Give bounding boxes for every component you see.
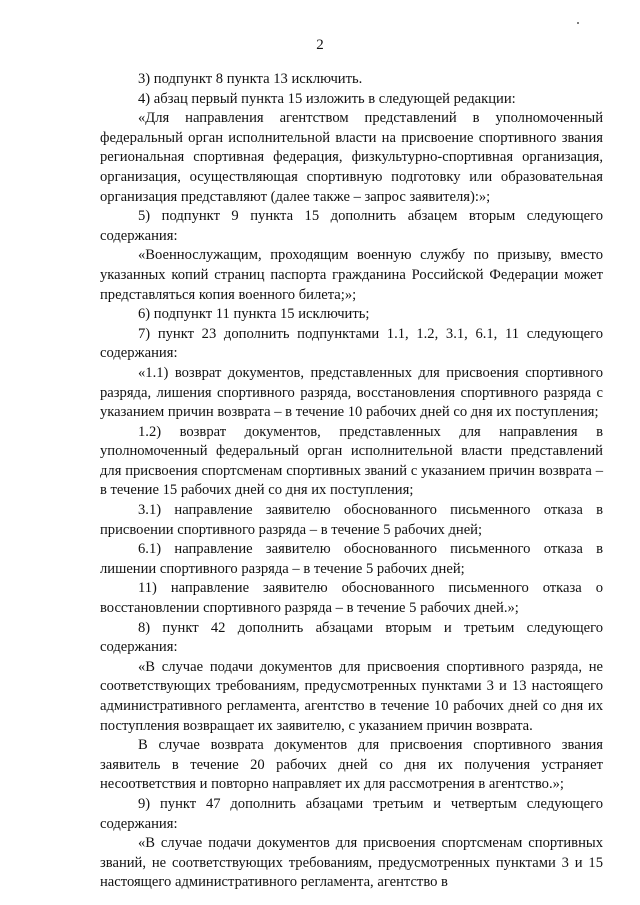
paragraph-9: 1.2) возврат документов, представленных для направления в уполномоченный федеральный орган исполнительной власти представлений для присвоения спортсменам спортивных званий с указанием причин возврата – в течение 15 рабочих дней со дня их поступления;: [100, 423, 603, 499]
paragraph-17: «В случае подачи документов для присвоения спортсменам спортивных званий, не соответствующих требованиям, предусмотренных пунктами 3 и 15 настоящего административного регламента, агентство в: [100, 835, 603, 891]
paragraph-7: 7) пункт 23 дополнить подпунктами 1.1, 1.2, 3.1, 6.1, 11 следующего содержания:: [100, 325, 603, 362]
paragraph-5: «Военнослужащим, проходящим военную службу по призыву, вместо указанных копий страниц паспорта гражданина Российской Федерации может представляться копия военного билета;»;: [100, 247, 603, 303]
page-number: 2: [316, 37, 324, 53]
paragraph-13: 8) пункт 42 дополнить абзацами вторым и третьим следующего содержания:: [100, 619, 603, 656]
paragraph-14: «В случае подачи документов для присвоения спортивного разряда, не соответствующих требованиям, предусмотренных пунктами 3 и 13 настоящего административного регламента, агентство в течение 10 рабочих дней со дня их поступления возвращает их заявителю, с указанием причин возврата.: [100, 658, 603, 734]
paragraph-3: «Для направления агентством представлений в уполномоченный федеральный орган исполнительной власти на присвоение спортивного звания региональная спортивная федерация, физкультурно-спортивная организация, организация, осуществляющая спортивную подготовку или образовательная организация представляют (далее также – запрос заявителя):»;: [100, 110, 603, 205]
paragraph-8: «1.1) возврат документов, представленных для присвоения спортивного разряда, лишения спортивного разряда, восстановления спортивного разряда с указанием причин возврата – в течение 10 рабочих дней со дня их поступления;: [100, 364, 603, 421]
paragraph-6: 6) подпункт 11 пункта 15 исключить;: [138, 306, 370, 323]
paragraph-16: 9) пункт 47 дополнить абзацами третьим и четвертым следующего содержания:: [100, 795, 603, 832]
paragraph-1: 3) подпункт 8 пункта 13 исключить.: [138, 71, 363, 87]
document-body: [100, 70, 603, 893]
paragraph-10: 3.1) направление заявителю обоснованного письменного отказа в присвоении спортивного разряда – в течение 5 рабочих дней;: [100, 502, 603, 538]
paragraph-2: 4) абзац первый пункта 15 изложить в следующей редакции:: [138, 90, 516, 107]
paragraph-4: 5) подпункт 9 пункта 15 дополнить абзацем вторым следующего содержания:: [100, 208, 603, 244]
paragraph-11: 6.1) направление заявителю обоснованного письменного отказа в лишении спортивного разряда – в течение 5 рабочих дней;: [100, 541, 603, 577]
paragraph-15: В случае возврата документов для присвоения спортивного звания заявитель в течение 20 рабочих дней со дня их получения устраняет несоответствия и повторно направляет их для рассмотрения в агентство.»;: [100, 737, 603, 793]
scan-speck: [577, 22, 579, 24]
paragraph-12: 11) направление заявителю обоснованного письменного отказа о восстановлении спортивного разряда – в течение 5 рабочих дней.»;: [100, 580, 603, 617]
